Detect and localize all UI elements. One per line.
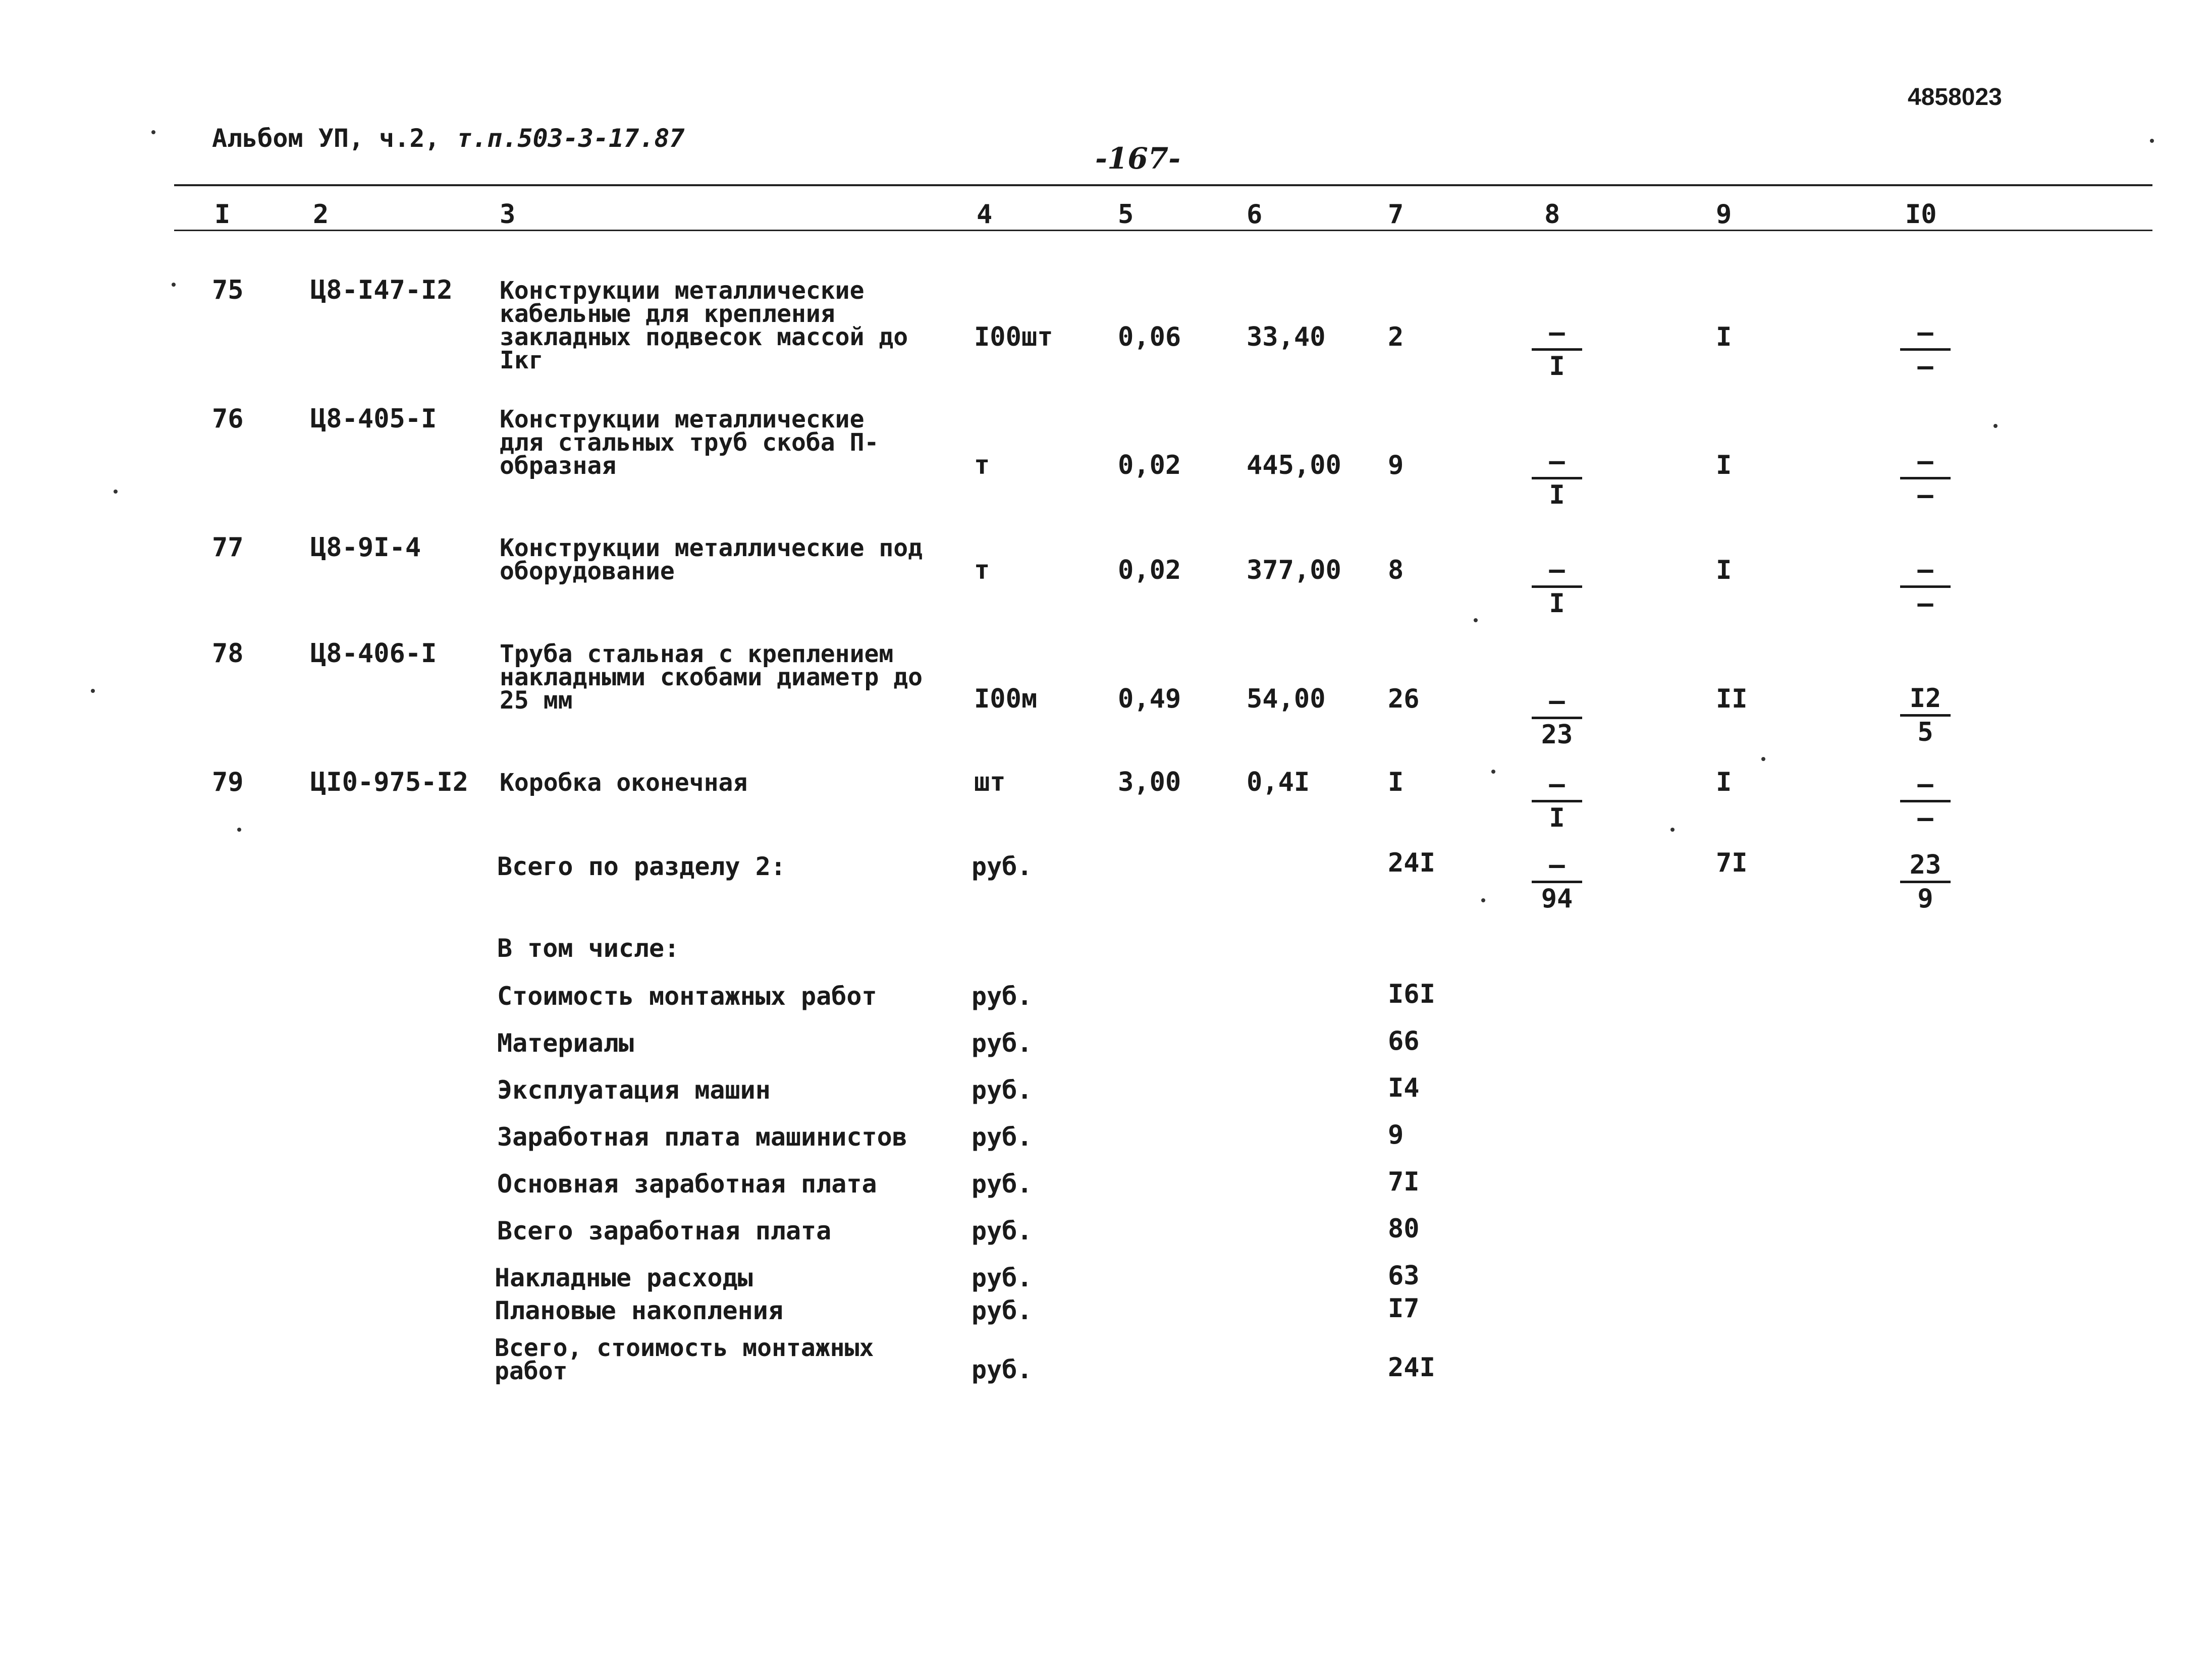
- section-total-label: Всего по разделу 2:: [497, 852, 786, 881]
- col10-bottom: –: [1917, 351, 1933, 382]
- total-cost: 2: [1388, 322, 1404, 352]
- col-header-8: 8: [1544, 199, 1560, 230]
- col10-top: I2: [1909, 683, 1941, 714]
- col-header-2: 2: [313, 199, 329, 230]
- total-cost: I: [1388, 767, 1404, 797]
- unit-price: 33,40: [1247, 322, 1326, 352]
- rate-code: Ц8-9I-4: [310, 532, 421, 563]
- fraction-bar: [1900, 800, 1951, 802]
- col8-bottom: 23: [1541, 720, 1573, 750]
- col8-bottom: 94: [1541, 884, 1573, 914]
- document-number: 4858023: [1908, 84, 2002, 111]
- col8-bottom: I: [1549, 803, 1565, 833]
- fraction-bar: [1532, 348, 1582, 351]
- breakdown-value: 66: [1388, 1026, 1420, 1056]
- breakdown-unit: руб.: [972, 1216, 1033, 1246]
- rate-code: Ц8-406-I: [310, 638, 437, 669]
- project-reference: т.п.503-3-17.87: [457, 124, 685, 153]
- breakdown-value: 7I: [1388, 1167, 1420, 1197]
- unit: т: [974, 555, 990, 585]
- col8-top: –: [1549, 850, 1565, 880]
- speck: [1761, 757, 1765, 761]
- col-header-3: 3: [500, 199, 516, 230]
- speck: [237, 828, 241, 832]
- col-header-9: 9: [1716, 199, 1732, 230]
- col9-value: II: [1716, 684, 1748, 714]
- speck: [1993, 424, 1998, 428]
- breakdown-value: I6I: [1388, 979, 1435, 1009]
- total-cost: 8: [1388, 555, 1404, 585]
- breakdown-unit: руб.: [972, 1263, 1033, 1292]
- including-label: В том числе:: [497, 934, 680, 963]
- col10-fraction: [1900, 684, 1951, 747]
- col8-bottom: I: [1549, 480, 1565, 510]
- breakdown-label: Всего, стоимость монтажных работ: [495, 1334, 874, 1385]
- speck: [114, 490, 118, 494]
- header-rule-bottom: [174, 230, 2152, 231]
- col8-fraction: [1532, 850, 1582, 913]
- col-header-5: 5: [1118, 199, 1134, 230]
- quantity: 0,49: [1118, 684, 1181, 714]
- breakdown-value: I7: [1388, 1293, 1420, 1324]
- breakdown-label: Всего заработная плата: [497, 1216, 832, 1246]
- col8-fraction: [1532, 318, 1582, 381]
- col8-top: –: [1549, 686, 1565, 716]
- col10-top: –: [1917, 769, 1933, 799]
- col9-value: I: [1716, 555, 1732, 585]
- fraction-bar: [1900, 348, 1951, 351]
- col-header-7: 7: [1388, 199, 1404, 230]
- header-rule-top: [174, 184, 2152, 186]
- col9-value: I: [1716, 767, 1732, 797]
- unit: I00м: [974, 684, 1038, 714]
- unit-price: 377,00: [1247, 555, 1341, 585]
- speck: [151, 130, 155, 134]
- rate-code: ЦI0-975-I2: [310, 767, 469, 797]
- col-header-10: I0: [1905, 199, 1937, 230]
- speck: [2150, 139, 2154, 143]
- fraction-bar: [1532, 800, 1582, 802]
- breakdown-unit: руб.: [972, 982, 1033, 1011]
- work-description: Труба стальная с креплением накладными скобами диаметр до 25 мм: [500, 640, 923, 715]
- breakdown-unit: руб.: [972, 1355, 1033, 1384]
- quantity: 0,02: [1118, 555, 1181, 585]
- row-number: 79: [212, 767, 244, 797]
- unit: шт: [974, 767, 1006, 797]
- breakdown-value: 24I: [1388, 1353, 1435, 1383]
- col9-value: I: [1716, 322, 1732, 352]
- col10-bottom: –: [1917, 480, 1933, 510]
- breakdown-unit: руб.: [972, 1122, 1033, 1152]
- breakdown-unit: руб.: [972, 1029, 1033, 1058]
- total-cost: 24I: [1388, 848, 1435, 878]
- breakdown-value: 63: [1388, 1261, 1420, 1291]
- col8-top: –: [1549, 446, 1565, 476]
- unit-price: 445,00: [1247, 450, 1341, 480]
- col8-fraction: [1532, 555, 1582, 618]
- breakdown-label: Плановые накопления: [495, 1296, 783, 1325]
- col10-fraction: [1900, 318, 1951, 381]
- col-header-4: 4: [977, 199, 993, 230]
- col10-bottom: 9: [1917, 884, 1933, 914]
- work-description: Конструкции металлические под оборудование: [500, 534, 923, 585]
- col10-top: –: [1917, 555, 1933, 585]
- speck: [1670, 828, 1675, 832]
- fraction-bar: [1900, 477, 1951, 479]
- row-number: 78: [212, 638, 244, 669]
- unit: I00шт: [974, 322, 1053, 352]
- row-number: 76: [212, 404, 244, 434]
- fraction-bar: [1900, 714, 1951, 717]
- col10-top: –: [1917, 317, 1933, 348]
- fraction-bar: [1532, 585, 1582, 588]
- col8-fraction: [1532, 447, 1582, 510]
- breakdown-label: Заработная плата машинистов: [497, 1122, 907, 1152]
- breakdown-unit: руб.: [972, 1296, 1033, 1325]
- speck: [91, 689, 95, 693]
- unit-price: 0,4I: [1247, 767, 1310, 797]
- breakdown-label: Накладные расходы: [495, 1263, 753, 1292]
- speck: [172, 283, 176, 287]
- col10-bottom: –: [1917, 588, 1933, 619]
- breakdown-value: I4: [1388, 1073, 1420, 1103]
- col10-top: –: [1917, 446, 1933, 476]
- col10-bottom: –: [1917, 803, 1933, 833]
- col8-top: –: [1549, 555, 1565, 585]
- unit-price: 54,00: [1247, 684, 1326, 714]
- fraction-bar: [1532, 881, 1582, 883]
- col10-fraction: [1900, 447, 1951, 510]
- total-cost: 26: [1388, 684, 1420, 714]
- album-reference: Альбом УП, ч.2,: [212, 124, 440, 153]
- work-description: Коробка оконечная: [500, 769, 748, 797]
- breakdown-unit: руб.: [972, 1169, 1033, 1199]
- col8-bottom: I: [1549, 588, 1565, 619]
- col10-fraction: [1900, 850, 1951, 913]
- col9-value: 7I: [1716, 848, 1748, 878]
- col10-bottom: 5: [1917, 717, 1933, 747]
- col8-top: –: [1549, 769, 1565, 799]
- quantity: 3,00: [1118, 767, 1181, 797]
- col10-fraction: [1900, 770, 1951, 833]
- fraction-bar: [1900, 881, 1951, 883]
- fraction-bar: [1532, 717, 1582, 719]
- col8-fraction: [1532, 770, 1582, 833]
- breakdown-label: Стоимость монтажных работ: [497, 982, 877, 1011]
- col8-fraction: [1532, 686, 1582, 749]
- breakdown-value: 80: [1388, 1214, 1420, 1244]
- breakdown-unit: руб.: [972, 1075, 1033, 1105]
- col-header-1: I: [214, 199, 231, 230]
- breakdown-label: Основная заработная плата: [497, 1169, 877, 1199]
- quantity: 0,06: [1118, 322, 1181, 352]
- breakdown-label: Эксплуатация машин: [497, 1075, 771, 1105]
- speck: [1491, 770, 1495, 774]
- work-description: Конструкции металлические для стальных труб скоба П-образная: [500, 405, 879, 480]
- page-number: -167-: [1095, 141, 1181, 176]
- row-number: 75: [212, 275, 244, 305]
- speck: [1481, 898, 1485, 902]
- rate-code: Ц8-405-I: [310, 404, 437, 434]
- unit: т: [974, 450, 990, 480]
- rate-code: Ц8-I47-I2: [310, 275, 453, 305]
- fraction-bar: [1532, 477, 1582, 479]
- total-cost: 9: [1388, 450, 1404, 480]
- col8-top: –: [1549, 317, 1565, 348]
- work-description: Конструкции металлические кабельные для крепления закладных подвесок массой до Iкг: [500, 277, 908, 374]
- fraction-bar: [1900, 585, 1951, 588]
- col9-value: I: [1716, 450, 1732, 480]
- col-header-6: 6: [1247, 199, 1263, 230]
- quantity: 0,02: [1118, 450, 1181, 480]
- unit: руб.: [972, 852, 1033, 881]
- breakdown-value: 9: [1388, 1120, 1404, 1150]
- col8-bottom: I: [1549, 351, 1565, 382]
- breakdown-label: Материалы: [497, 1029, 634, 1058]
- col10-fraction: [1900, 555, 1951, 618]
- speck: [1474, 618, 1478, 622]
- row-number: 77: [212, 532, 244, 563]
- col10-top: 23: [1909, 850, 1941, 880]
